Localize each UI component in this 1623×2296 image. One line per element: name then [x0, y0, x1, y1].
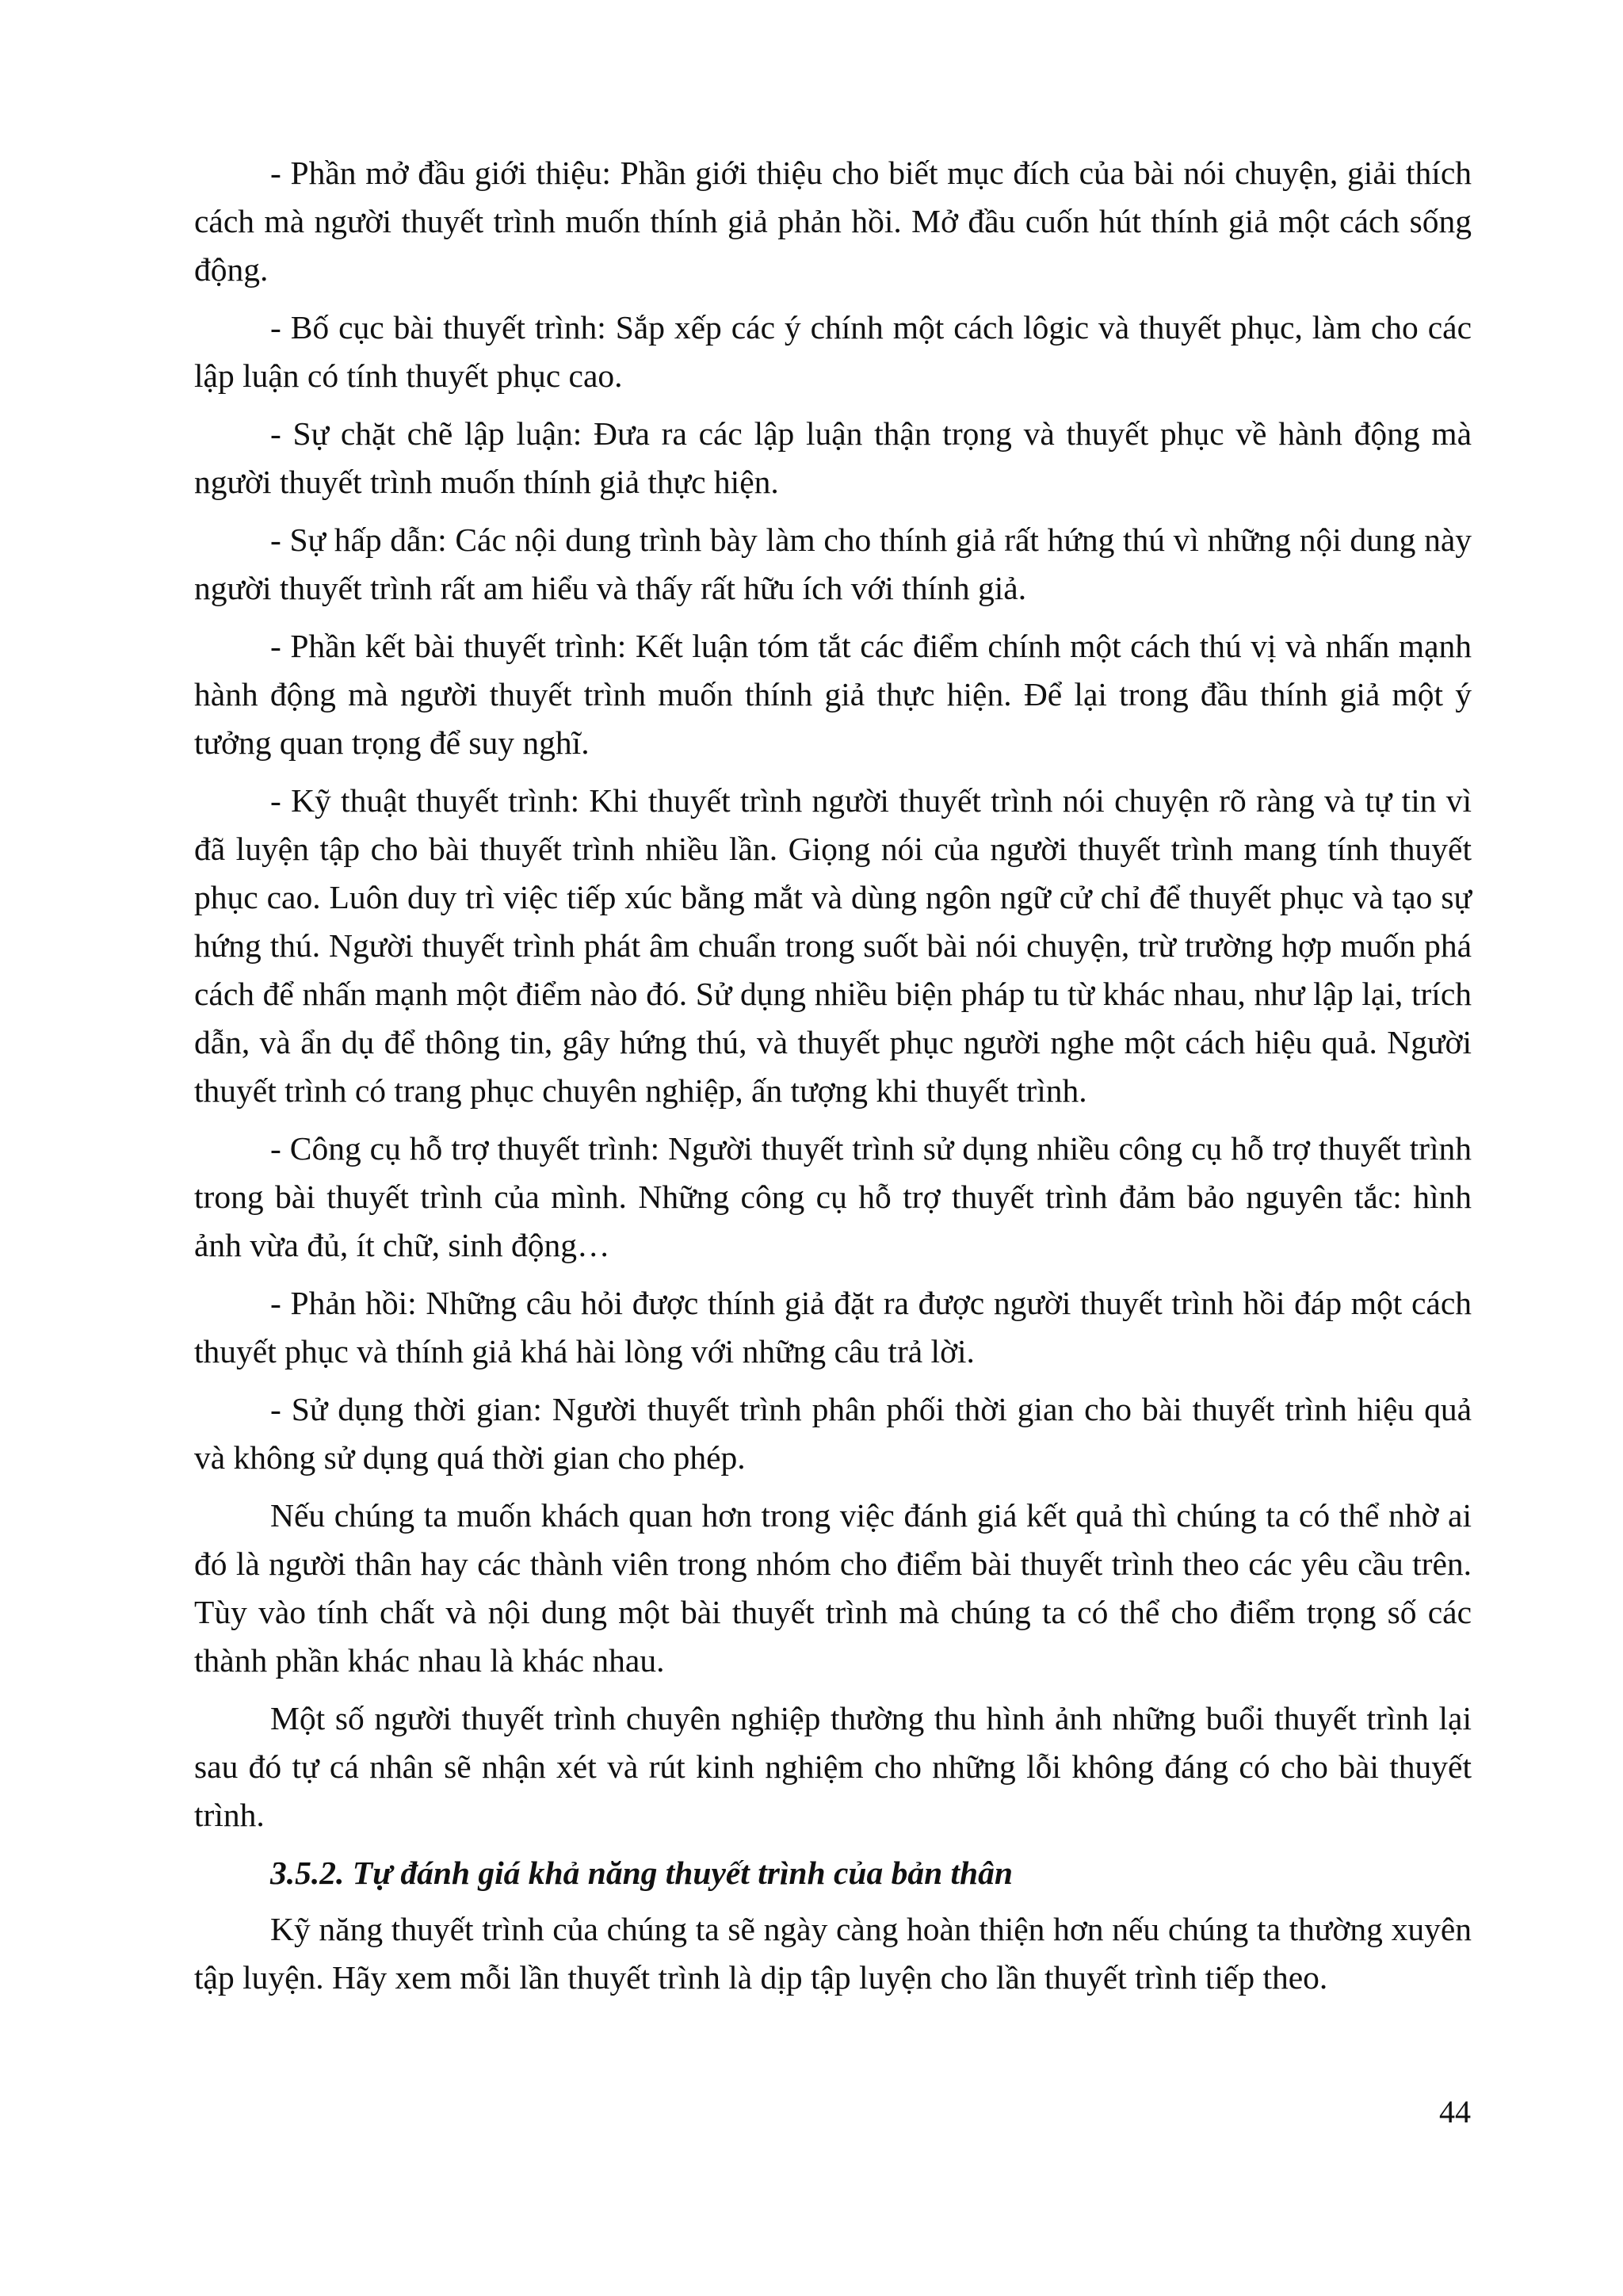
page-number: 44: [1439, 2094, 1471, 2130]
criterion-technique: - Kỹ thuật thuyết trình: Khi thuyết trình người thuyết trình nói chuyện rõ ràng và tự tin vì đã luyện tập cho bài thuyết trình nhiều lần. Giọng nói của người thuyết trình mang tính thuyết phục cao. Luôn duy trì việc tiếp xúc bằng mắt và dùng ngôn ngữ cử chỉ để thuyết phục và tạo sự hứng thú. Người thuyết trình phát âm chuẩn trong suốt bài nói chuyện, trừ trường hợp muốn phá cách để nhấn mạnh một điểm nào đó. Sử dụng nhiều biện pháp tu từ khác nhau, như lập lại, trích dẫn, và ẩn dụ để thông tin, gây hứng thú, và thuyết phục người nghe một cách hiệu quả. Người thuyết trình có trang phục chuyên nghiệp, ấn tượng khi thuyết trình.: [194, 782, 1472, 1109]
criterion-argument: - Sự chặt chẽ lập luận: Đưa ra các lập luận thận trọng và thuyết phục về hành động mà người thuyết trình muốn thính giả thực hiện.: [194, 415, 1472, 500]
criterion-time: - Sử dụng thời gian: Người thuyết trình phân phối thời gian cho bài thuyết trình hiệu quả và không sử dụng quá thời gian cho phép.: [194, 1391, 1472, 1476]
criterion-structure: - Bố cục bài thuyết trình: Sắp xếp các ý chính một cách lôgic và thuyết phục, làm cho các lập luận có tính thuyết phục cao.: [194, 309, 1472, 394]
section-heading: 3.5.2. Tự đánh giá khả năng thuyết trình của bản thân: [270, 1855, 1013, 1891]
criterion-tools: - Công cụ hỗ trợ thuyết trình: Người thuyết trình sử dụng nhiều công cụ hỗ trợ thuyết trình trong bài thuyết trình của mình. Những công cụ hỗ trợ thuyết trình đảm bảo nguyên tắc: hình ảnh vừa đủ, ít chữ, sinh động…: [194, 1130, 1472, 1263]
criterion-feedback: - Phản hồi: Những câu hỏi được thính giả đặt ra được người thuyết trình hồi đáp một cách thuyết phục và thính giả khá hài lòng với những câu trả lời.: [194, 1285, 1472, 1370]
criterion-introduction: - Phần mở đầu giới thiệu: Phần giới thiệu cho biết mục đích của bài nói chuyện, giải thích cách mà người thuyết trình muốn thính giả phản hồi. Mở đầu cuốn hút thính giả một cách sống động.: [194, 155, 1472, 288]
page-body: [194, 149, 1472, 2011]
self-assessment-paragraph: Kỹ năng thuyết trình của chúng ta sẽ ngày càng hoàn thiện hơn nếu chúng ta thường xuyên tập luyện. Hãy xem mỗi lần thuyết trình là dịp tập luyện cho lần thuyết trình tiếp theo.: [194, 1911, 1472, 1996]
criterion-conclusion: - Phần kết bài thuyết trình: Kết luận tóm tắt các điểm chính một cách thú vị và nhấn mạnh hành động mà người thuyết trình muốn thính giả thực hiện. Để lại trong đầu thính giả một ý tưởng quan trọng để suy nghĩ.: [194, 628, 1472, 761]
criterion-appeal: - Sự hấp dẫn: Các nội dung trình bày làm cho thính giả rất hứng thú vì những nội dung này người thuyết trình rất am hiểu và thấy rất hữu ích với thính giả.: [194, 521, 1472, 606]
objective-evaluation-paragraph: Nếu chúng ta muốn khách quan hơn trong việc đánh giá kết quả thì chúng ta có thể nhờ ai đó là người thân hay các thành viên trong nhóm cho điểm bài thuyết trình theo các yêu cầu trên. Tùy vào tính chất và nội dung một bài thuyết trình mà chúng ta có thể cho điểm trọng số các thành phần khác nhau là khác nhau.: [194, 1497, 1472, 1679]
recording-paragraph: Một số người thuyết trình chuyên nghiệp thường thu hình ảnh những buổi thuyết trình lại sau đó tự cá nhân sẽ nhận xét và rút kinh nghiệm cho những lỗi không đáng có cho bài thuyết trình.: [194, 1700, 1472, 1833]
